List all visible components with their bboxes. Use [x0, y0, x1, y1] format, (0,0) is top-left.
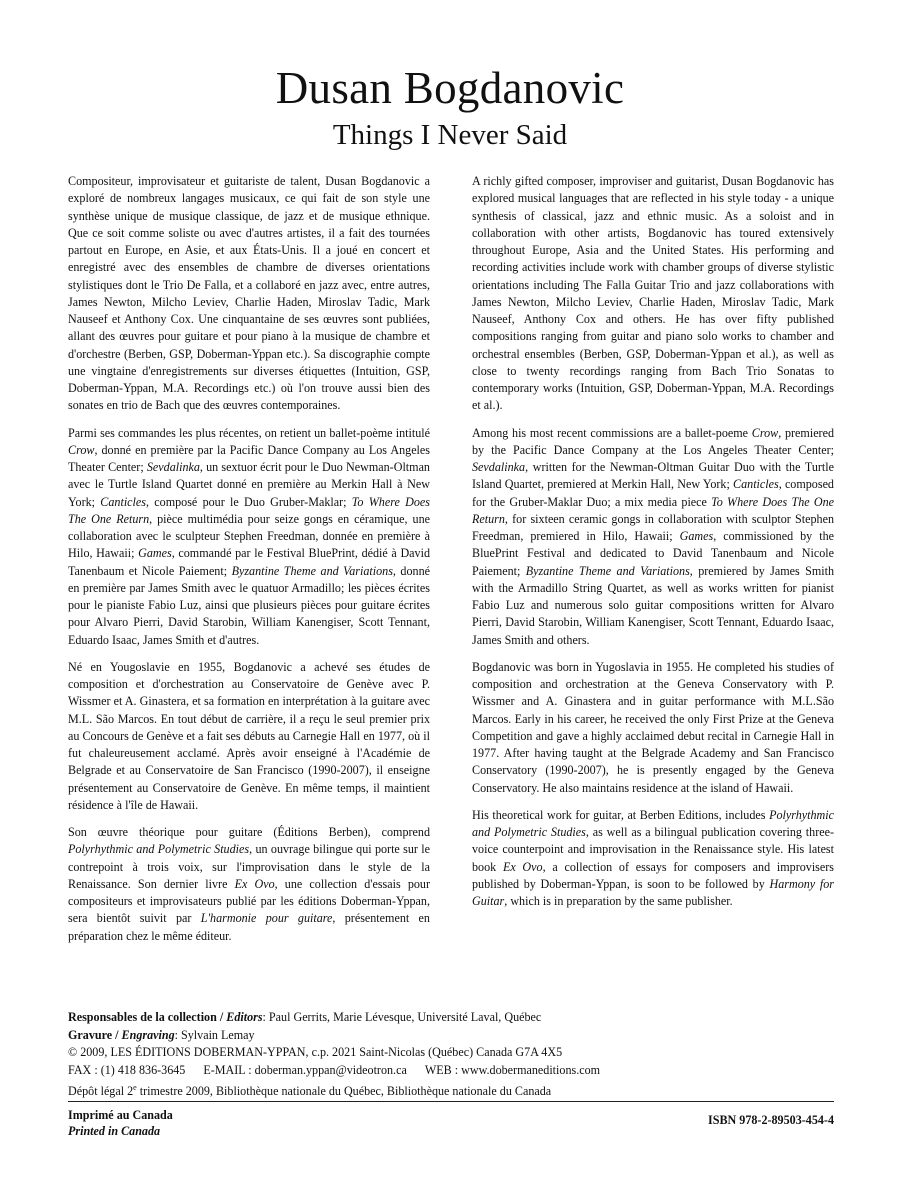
- email-address: E-MAIL : doberman.yppan@videotron.ca: [203, 1062, 407, 1077]
- legal-deposit-line: [68, 1079, 834, 1101]
- fr-p4-text-d: , présentement en préparation chez le même éditeur.: [68, 911, 430, 943]
- en-p2-text-g: , premiered by James Smith with the Armadillo String Quartet, as well as works written for pianist Fabio Luz and numerous solo guitar compositions written for Alvaro Pierri, David Starobin, William Kanengiser, Scott Tennant, Eduardo Isaac, James Smith and others.: [472, 563, 835, 647]
- fr-title-canticles: Canticles: [100, 494, 146, 509]
- engraving-line: [68, 1027, 834, 1045]
- web-address: WEB : www.dobermaneditions.com: [424, 1062, 601, 1077]
- fr-title-poly: Polyrhythmic and Polymetric Studies: [68, 842, 250, 857]
- legal-deposit-text: trimestre 2009, Bibliothèque nationale du Québec, Bibliothèque nationale du Canada: [136, 1084, 552, 1099]
- fr-paragraph-4: [68, 824, 430, 945]
- en-title-ex-ovo: Ex Ovo: [502, 859, 543, 874]
- en-title-harmony: Harmony for Guitar: [472, 876, 834, 908]
- editors-separator: /: [216, 1010, 227, 1024]
- fr-title-byzantine: Byzantine Theme and Variations: [231, 563, 393, 578]
- fr-title-harmonie: L'harmonie pour guitare: [200, 911, 333, 926]
- en-p2-text-e: , for sixteen ceramic gongs in collaboration with sculptor Stephen Freedman, premiered in Hilo, Hawaii;: [472, 511, 834, 543]
- fr-p2-text-c: , un sextuor écrit pour le Duo Newman-Oltman avec le Turtle Island Quartet donné en première au Merkin Hall à New York;: [68, 460, 430, 509]
- french-column: [68, 173, 430, 993]
- en-p4-text-a: His theoretical work for guitar, at Berben Editions, includes: [472, 807, 770, 822]
- isbn: ISBN 978-2-89503-454-4: [708, 1113, 834, 1127]
- engraving-value: : Sylvain Lemay: [174, 1027, 255, 1042]
- english-column: [472, 173, 834, 993]
- fr-p2-text-d: , composé pour le Duo Gruber-Maklar;: [145, 494, 352, 509]
- legal-deposit-prefix: Dépôt légal 2: [68, 1084, 134, 1099]
- fr-p2-text-g: , donné en première par James Smith avec le quatuor Armadillo; les pièces écrites pour le pianiste Fabio Luz, ainsi que plusieurs pièces pour guitare écrites pour Alvaro Pierri, David Starobin, William Kanengiser, Scott Tennant, Eduardo Isaac, James Smith et d'autres.: [68, 563, 430, 647]
- fr-p4-text-b: , un ouvrage bilingue qui porte sur le contrepoint à trois voix, sur l'improvisation dans le style de la Renaissance. Son dernier livre: [68, 842, 430, 891]
- fr-p2-text-a: Parmi ses commandes les plus récentes, on retient un ballet-poème intitulé: [68, 425, 430, 440]
- fr-paragraph-3: Né en Yougoslavie en 1955, Bogdanovic a achevé ses études de composition et d'orchestration au Conservatoire de Genève avec P. Wissmer et A. Ginastera, et sa formation en interprétation à la guitare avec M.L. São Marcos. En tout début de carrière, il a reçu le seul premier prix au Concours de Genève et a fait ses débuts au Carnegie Hall en 1977, où il fut chaleureusement acclamé. Après avoir enseigné à l'Académie de Belgrade et au Conservatoire de San Francisco (1990-2007), il enseigne présentement au Conservatoire de Genève. En même temps, il maintient résidence à l'île de Hawaii.: [68, 659, 430, 812]
- fr-p2-text-f: , commandé par le Festival BluePrint, dédié à David Tanenbaum et Nicole Paiement;: [68, 546, 430, 578]
- fr-p2-text-b: , donné en première par la Pacific Dance Company au Los Angeles Theater Center;: [68, 442, 430, 474]
- fr-title-to-where: To Where Does The One Return: [68, 494, 430, 526]
- en-title-sevdalinka: Sevdalinka: [472, 460, 526, 474]
- fr-p2-text-e: , pièce multimédia pour seize gongs en céramique, une collaboration avec le sculpteur Stephen Freedman, donnée en première à Hilo, Hawaii;: [68, 511, 430, 561]
- composer-name: Dusan Bogdanovic: [275, 63, 625, 113]
- engraving-separator: /: [112, 1027, 122, 1042]
- printed-in: [68, 1107, 173, 1139]
- en-title-crow: Crow: [751, 425, 779, 440]
- engraving-label-en: Engraving: [121, 1027, 175, 1042]
- en-title-canticles: Canticles: [733, 477, 779, 492]
- en-p4-text-b: , as well as a bilingual publication covering three- voice counterpoint and improvisation in the Renaissance style. His latest book: [472, 825, 834, 874]
- contact-line: [68, 1062, 834, 1080]
- fr-paragraph-1: Compositeur, improvisateur et guitariste de talent, Dusan Bogdanovic a exploré de nombreux langages musicaux, ce qui fait de son style une synthèse unique de musique classique, de jazz et de musique ethnique. Que ce soit comme soliste ou avec d'autres artistes, il a fait des tournées partout en Europe, en Asie, et aux États-Unis. Il a joué en concert et enregistré avec des ensembles de chambre de diverses orientations stylistiques dont le Trio De Falla, et a collaboré en jazz avec, entre autres, James Newton, Milcho Leviev, Charlie Haden, Miroslav Tadic, Mark Nauseef et Anthony Cox. Une cinquantaine de ses œuvres sont publiées, allant des œuvres pour guitare et pour piano à la musique de chambre et d'orchestre (Berben, GSP, Doberman-Yppan etc.). Sa discographie compte une vingtaine d'enregistrements sur diverses étiquettes (Intuition, GSP, Doberman-Yppan, M.A. Recordings etc.) où l'on trouve aussi bien des sonates en trio de Bach que des œuvres contemporaines.: [68, 174, 430, 413]
- editors-line: [68, 1009, 834, 1027]
- en-p2-text-d: , composed for the Gruber-Maklar Duo; a mix media piece: [472, 477, 834, 509]
- fr-title-ex-ovo: Ex Ovo: [234, 876, 275, 891]
- footer-divider: [68, 1101, 834, 1102]
- en-paragraph-2: [472, 425, 834, 649]
- en-p2-text-f: , commissioned by the BluePrint Festival and dedicated to David Tanenbaum and Nicole Paiement;: [472, 529, 834, 578]
- en-p2-text-c: , written for the Newman-Oltman Guitar Duo with the Turtle Island Quartet, premiered at Merkin Hall, New York;: [472, 460, 834, 492]
- en-paragraph-1: A richly gifted composer, improviser and guitarist, Dusan Bogdanovic has explored musical languages that are reflected in his style today - a unique synthesis of classical, jazz and ethnic music. As a soloist and in collaboration with other artists, Bogdanovic has toured extensively throughout Europe, Asia and the United States. His performing and recording activities include work with chamber groups of diverse stylistic orientations including The Falla Guitar Trio and jazz collaborations with James Newton, Milcho Leviev, Charlie Haden, Miroslav Tadic, Mark Nauseef, Anthony Cox and others. He has over fifty published compositions ranging from guitar and piano solo works to chamber and orchestral ensembles (Berben, GSP, Doberman-Yppan et al.), as well as close to twenty recordings ranging from Bach Trio Sonatas to contemporary works (Intuition, GSP, Doberman-Yppan, M.A. Recordings et al.).: [472, 174, 834, 413]
- en-title-byzantine: Byzantine Theme and Variations: [525, 563, 690, 578]
- en-title-to-where: To Where Does The One Return: [472, 494, 834, 526]
- biography-columns: [68, 173, 834, 993]
- editors-value: : Paul Gerrits, Marie Lévesque, Université Laval, Québec: [262, 1010, 542, 1024]
- en-p4-text-d: , which is in preparation by the same publisher.: [504, 894, 733, 908]
- en-title-poly: Polyrhythmic and Polymetric Studies: [472, 807, 834, 839]
- en-paragraph-4: [472, 807, 834, 911]
- en-paragraph-3: Bogdanovic was born in Yugoslavia in 1955. He completed his studies of composition and orchestration at the Geneva Conservatory with P. Wissmer and A. Ginastera and in guitar performance with M.L.São Marcos. Early in his career, he received the only First Prize at the Geneva Competition and gave a highly acclaimed debut recital in Carnegie Hall in 1977. After having taught at the Belgrade Academy and San Francisco Conservatory (1990-2007), he is presently engaged by the Geneva Conservatory. He also maintains residence at the island of Hawaii.: [472, 659, 834, 795]
- fr-paragraph-2: [68, 425, 430, 649]
- editors-label-en: Editors: [226, 1010, 263, 1024]
- work-title: Things I Never Said: [332, 119, 568, 151]
- legal-deposit-ordinal: e: [133, 1083, 137, 1093]
- fr-p4-text-a: Son œuvre théorique pour guitare (Éditions Berben), comprend: [68, 825, 430, 839]
- en-p2-text-a: Among his most recent commissions are a ballet-poeme: [472, 425, 752, 440]
- en-p2-text-b: , premiered by the Pacific Dance Company at the Los Angeles Theater Center;: [472, 425, 834, 457]
- engraving-label-fr: Gravure: [68, 1027, 113, 1042]
- fr-p4-text-c: , une collection d'essais pour compositeurs et improvisateurs publié par les éditions Doberman-Yppan, sera bientôt suivit par: [68, 876, 430, 926]
- en-p4-text-c: , a collection of essays for composers and improvisers published by Doberman-Yppan, is soon to be followed by: [472, 859, 834, 891]
- title-block: [0, 62, 900, 152]
- editors-label-fr: Responsables de la collection: [68, 1010, 217, 1024]
- copyright-line: © 2009, LES ÉDITIONS DOBERMAN-YPPAN, c.p. 2021 Saint-Nicolas (Québec) Canada G7A 4X5: [68, 1045, 563, 1060]
- fr-title-sevdalinka: Sevdalinka: [146, 460, 200, 474]
- en-title-games: Games: [679, 529, 714, 543]
- credits-block: [68, 1009, 834, 1101]
- printed-in-fr: Imprimé au Canada: [68, 1108, 173, 1122]
- fr-title-games: Games: [138, 546, 172, 561]
- fax-number: FAX : (1) 418 836-3645: [68, 1062, 186, 1077]
- fr-title-crow: Crow: [68, 442, 95, 457]
- printed-in-en: Printed in Canada: [68, 1124, 161, 1138]
